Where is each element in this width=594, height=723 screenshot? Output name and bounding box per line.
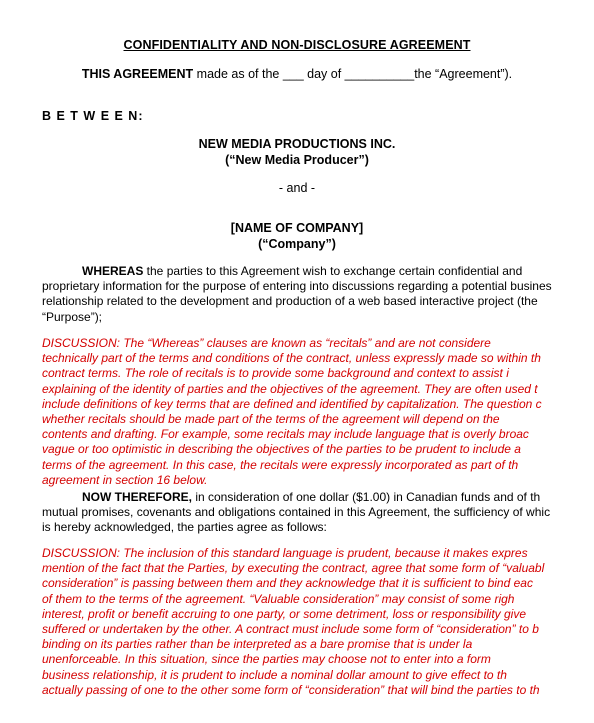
agreement-intro-text: made as of the ___ day of __________the “Agreement”). — [193, 67, 513, 81]
discussion-line: interest, profit or benefit accruing to one party, or some detriment, loss or responsibility give — [42, 606, 527, 621]
discussion-line: agreement in section 16 below. — [42, 472, 208, 487]
party1-name: NEW MEDIA PRODUCTIONS INC. — [198, 137, 396, 151]
between-heading: B E T W E E N: — [42, 109, 144, 123]
now-therefore-bold: NOW THEREFORE, — [82, 490, 192, 504]
discussion-line: mention of the fact that the Parties, by executing the contract, agree that some form of “valuabl — [42, 561, 545, 576]
discussion-line: whether recitals should be made part of the terms of the agreement will depend on the — [42, 412, 500, 427]
agreement-intro — [0, 67, 594, 81]
now-therefore-line: mutual promises, covenants and obligations contained in this Agreement, the sufficiency of whic — [42, 505, 551, 520]
discussion-line: terms of the agreement. In this case, the recitals were expressly incorporated as part of th — [42, 457, 519, 472]
discussion-line: suffered or undertaken by the other. A contract must include some form of “consideration” to b — [42, 622, 539, 637]
discussion-line: unenforceable. In this situation, since the parties may choose not to enter into a form — [42, 652, 491, 667]
discussion-line: technically part of the terms and conditions of the contract, unless expressly made so within th — [42, 351, 541, 366]
discussion-line: contract terms. The role of recitals is to provide some background and context to assist i — [42, 366, 509, 381]
whereas-paragraph — [42, 264, 594, 325]
discussion-line: DISCUSSION: The inclusion of this standard language is prudent, because it makes expres — [42, 546, 528, 560]
discussion-line: actually passing of one to the other some form of “consideration” that will bind the parties to th — [42, 682, 540, 697]
whereas-line: “Purpose”); — [42, 309, 103, 324]
whereas-bold: WHEREAS — [82, 264, 144, 278]
discussion-line: business relationship, it is prudent to include a nominal dollar amount to give effect to th — [42, 667, 507, 682]
party1-alias: (“New Media Producer”) — [225, 153, 369, 167]
whereas-line: WHEREAS the parties to this Agreement wish to exchange certain confidential and — [82, 264, 523, 278]
discussion-line: explaining of the identity of parties and the objectives of the agreement. They are often used t — [42, 381, 538, 396]
document-title: CONFIDENTIALITY AND NON-DISCLOSURE AGREEMENT — [123, 38, 471, 52]
party2-alias: (“Company”) — [258, 237, 336, 251]
whereas-line: proprietary information for the purpose of entering into discussions regarding a potential busines — [42, 279, 552, 294]
discussion-line: include definitions of key terms that are defined and identified by capitalization. The question c — [42, 396, 542, 411]
whereas-line: relationship related to the development and production of a web based interactive project (the — [42, 294, 538, 309]
discussion-consideration — [42, 546, 594, 698]
agreement-intro-bold: THIS AGREEMENT — [81, 67, 194, 81]
and-separator: - and - — [278, 181, 316, 195]
party2-name: [NAME OF COMPANY] — [230, 221, 364, 235]
discussion-line: DISCUSSION: The “Whereas” clauses are known as “recitals” and are not considere — [42, 336, 491, 350]
now-therefore-line: NOW THEREFORE, in consideration of one dollar ($1.00) in Canadian funds and of th — [82, 490, 541, 504]
discussion-line: binding on its parties rather than be interpreted as a bare promise that is under la — [42, 637, 473, 652]
now-therefore-line: is hereby acknowledged, the parties agree as follows: — [42, 520, 327, 535]
discussion-line: vague or too optimistic in describing the objectives of the parties to be prudent to include a — [42, 442, 521, 457]
now-therefore-paragraph — [42, 490, 594, 536]
discussion-recitals — [42, 336, 594, 488]
discussion-line: contents and drafting. For example, some recitals may include language that is overly broac — [42, 427, 529, 442]
discussion-line: consideration” is passing between them and they acknowledge that it is sufficient to bind eac — [42, 576, 533, 591]
discussion-line: of them to the terms of the agreement. “Valuable consideration” may consist of some righ — [42, 591, 515, 606]
